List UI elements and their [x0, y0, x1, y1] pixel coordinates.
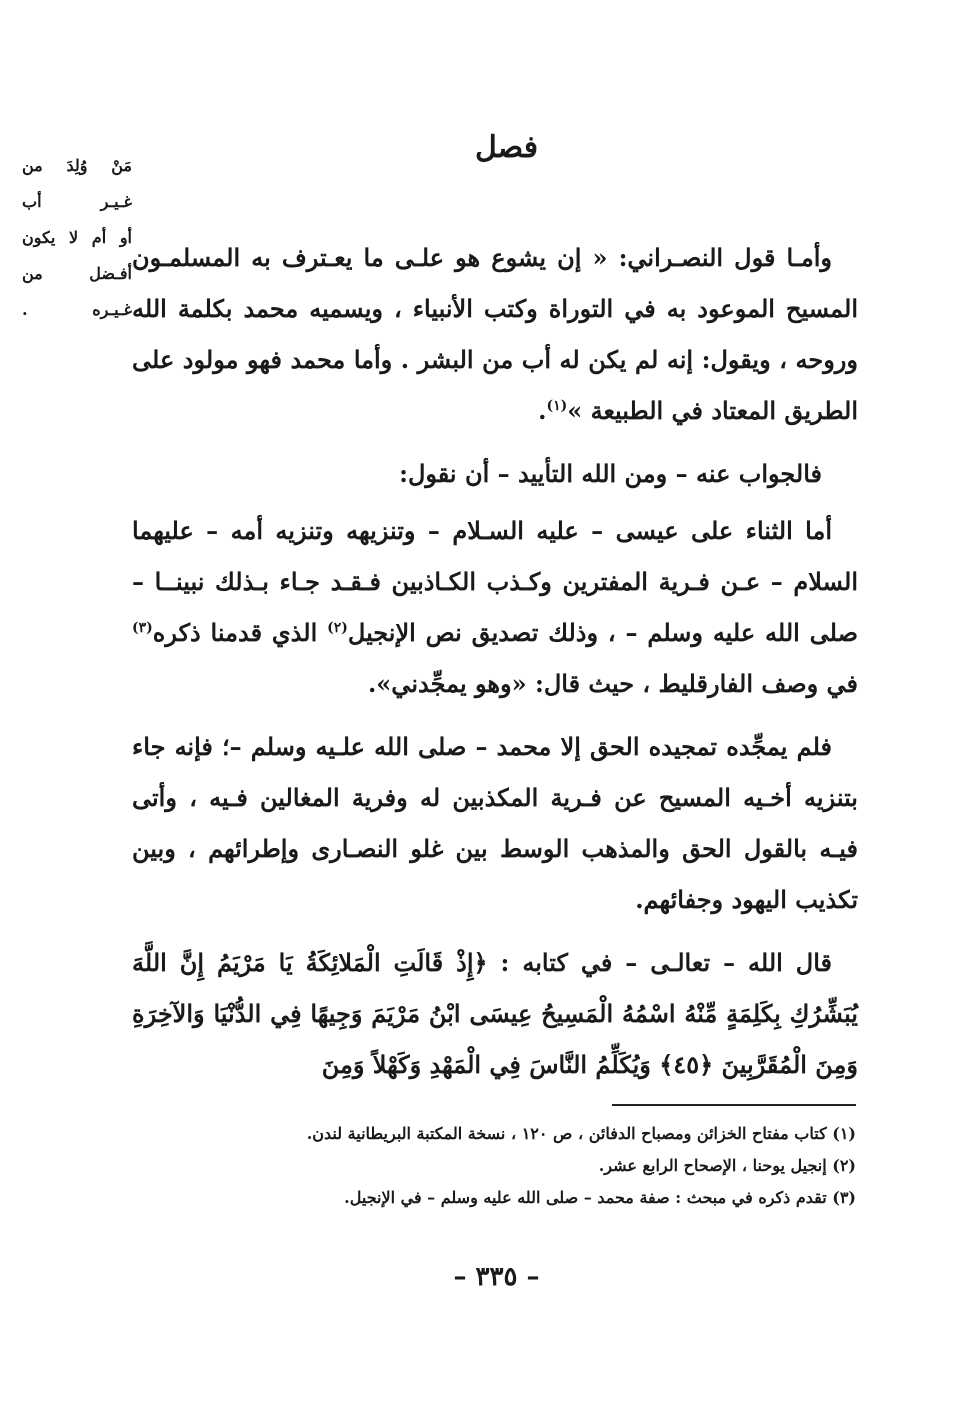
footnote-2: (٢) إنجيل يوحنا ، الإصحاح الرابع عشر. — [598, 1156, 856, 1175]
margin-note-line: غـيـر أب — [22, 192, 132, 211]
footnote-ref-2: (٢) — [327, 620, 348, 636]
margin-note-line: أفـضل من — [22, 264, 132, 283]
footnote-divider — [612, 1104, 856, 1106]
paragraph-praise-of-jesus — [132, 505, 858, 709]
paragraph-glorification: فلم يمجِّده تمجيده الحق إلا محمد – صلى الله علـيه وسلم –؛ فإنه جاء بتنزيه أخـيه المسيح عن فـرية المكذبين له وفرية المغالين فـيه ، وأتى فيـه بالقول الحق والمذهب الوسط بين غلو النصـارى وإطرائهم ، وبين تكذيب اليهود وجفائهم. — [132, 732, 858, 914]
footnote-1: (١) كتاب مفتاح الخزائن ومصباح الدفائن ، ص ١٢٠ ، نسخة المكتبة البريطانية لندن. — [306, 1124, 856, 1143]
main-text — [132, 232, 858, 1102]
paragraph-christian-claim: وأمـا قول النصـراني: « إن يشوع هو علـى ما يعـترف به المسلمـون المسيح الموعود به في التوراة وكتب الأنبياء ، ويسميه محمد بكلمة الله وروحه ، ويقول: إنه لم يكن له أب من البشر . وأما محمد فهو مولود على الطريق المعتاد في الطبيعة »$^{(١)}$. — [132, 243, 858, 425]
paragraph-text: أما الثناء على عيسى – عليه السـلام – وتنزيهه وتنزيه أمه – عليهما السلام – عـن فـرية المفترين وكـذب الكـاذبين فـقـد جـاء بـذلك نبينــا – صلى الله عليه وسلم – ، وذلك تصديق نص الإنجيل — [132, 516, 859, 647]
paragraph-text: الذي قدمنا ذكره — [152, 618, 318, 647]
footnote-ref-1: (١) — [546, 398, 568, 414]
footnote-3: (٣) تقدم ذكره في مبحث : صفة محمد – صلى الله عليه وسلم – في الإنجيل. — [344, 1188, 856, 1207]
page-number: – ٣٣٥ – — [453, 1262, 540, 1292]
margin-note-line: غـيـره . — [22, 300, 132, 319]
margin-note-line: مَنْ وُلِدَ من — [22, 156, 132, 175]
chapter-heading: فصل — [474, 130, 539, 165]
paragraph-text: في وصف الفارقليط ، حيث قال: «وهو يمجِّدني». — [367, 669, 858, 698]
paragraph-answer-intro: فالجواب عنه – ومن الله التأييد – أن نقول: — [399, 459, 822, 488]
footnote-ref-3: (٣) — [132, 620, 153, 636]
footnotes — [150, 1118, 856, 1214]
margin-note-line: أو أم لا يكون — [22, 228, 132, 247]
paragraph-text: وأمـا قول النصـراني: « إن يشوع هو علـى ما يعـترف به المسلمـون المسيح الموعود به في التوراة وكتب الأنبياء ، ويسميه محمد بكلمة الله وروحه ، ويقول: إنه لم يكن له أب من البشر . وأما محمد فهو مولود على الطريق المعتاد في الطبيعة » — [132, 243, 858, 425]
margin-note — [22, 148, 132, 328]
paragraph-quran-quote: قال الله – تعالـى – في كتابه : ﴿إِذْ قَالَتِ الْمَلائِكَةُ يَا مَرْيَمُ إِنَّ اللَّهَ يُبَشِّرُكِ بِكَلِمَةٍ مِّنْهُ اسْمُهُ الْمَسِيحُ عِيسَى ابْنُ مَرْيَمَ وَجِيهًا فِي الدُّنْيَا وَالآخِرَةِ وَمِنَ الْمُقَرَّبِينَ ﴿٤٥﴾ وَيُكَلِّمُ النَّاسَ فِي الْمَهْدِ وَكَهْلاً وَمِنَ — [132, 948, 858, 1079]
